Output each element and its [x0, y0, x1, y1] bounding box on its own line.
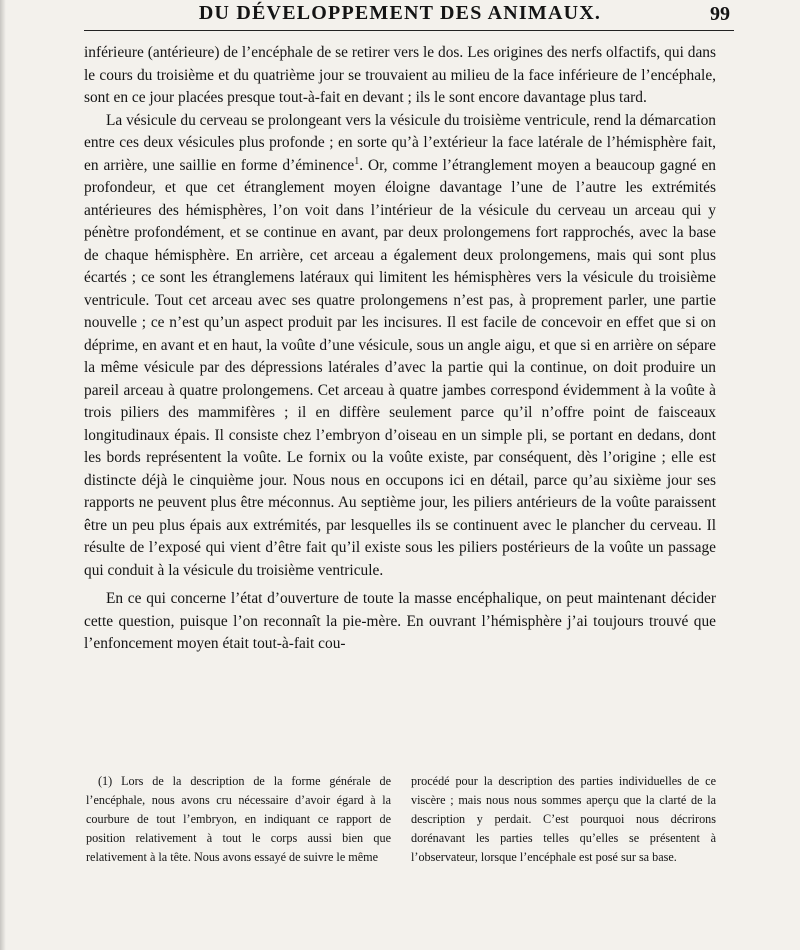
footnote-text-right: procédé pour la description des parties individuelles de ce viscère ; mais nous nous sommes aperçu que la clarté de la description y perdait. C’est pourquoi nous décrirons dorénavant les parties telles qu’elles se présentent à l’observateur, lorsque l’encéphale est posé sur sa base.	[411, 774, 716, 864]
page-edge-shadow	[0, 0, 6, 950]
footnote-text-left: (1) Lors de la description de la forme générale de l’encéphale, nous avons cru nécessaire d’avoir égard à la courbure de tout l’embryon, en indiquant ce rapport de position relativement à tout le corps aussi bien que relativement à la tête. Nous avons essayé de suivre le même	[86, 774, 391, 864]
footnote-marker: 1	[354, 155, 360, 167]
main-text	[84, 42, 716, 656]
footnote-column-right	[411, 772, 716, 867]
footnote-column-left	[86, 772, 391, 867]
paragraph-2-rest: . Or, comme l’étranglement moyen a beaucoup gagné en profondeur, et que cet étranglement moyen éloigne davantage l’une de l’autre les extrémités antérieures des hémisphères, l’on voit dans l’intérieur de la vésicule du cerveau un arceau qui y pénètre profondément, et se continue en avant, par deux prolongemens fort rapprochés, avec la base de chaque hémisphère. En arrière, cet arceau a également deux prolongemens, mais qui sont plus écartés ; ce sont les étranglemens latéraux qui limitent les hémisphères vers la vésicule du troisième ventricule. Tout cet arceau avec ses quatre prolongemens n’est pas, à proprement parler, une partie nouvelle ; ce n’est qu’un aspect produit par les incisures. Il est facile de concevoir en effet que si on déprime, en avant et en haut, la voûte d’une vésicule, sous un angle aigu, et que si en arrière on sépare la même vésicule par des dépressions latérales d’avec la partie qui la continue, on doit produire un pareil arceau à quatre prolongemens. Cet arceau à quatre jambes correspond évidemment à la voûte à trois piliers des mammifères ; il en diffère seulement parce qu’il n’offre point de faisceaux longitudinaux épais. Il consiste chez l’embryon d’oiseau en un simple pli, se portant en dedans, dont les bords représentent la voûte. Le fornix ou la voûte existe, par conséquent, dès l’origine ; elle est distincte déjà le cinquième jour. Nous nous en occupons ici en détail, parce qu’au sixième jour ses rapports ne peuvent plus être méconnus. Au septième jour, les piliers antérieurs de la voûte paraissent être un peu plus épais aux extrémités, par lesquelles ils se continuent avec le plancher du cerveau. Il résulte de l’exposé qui vient d’être fait qu’il existe sous les piliers postérieurs de la voûte un passage qui conduit à la vésicule du troisième ventricule.	[84, 156, 717, 579]
paragraph-3: En ce qui concerne l’état d’ouverture de toute la masse encéphalique, on peut maintenant décider cette question, puisque l’on reconnaît la pie-mère. En ouvrant l’hémisphère j’ai toujours trouvé que l’enfoncement moyen était tout-à-fait cou-	[84, 590, 716, 652]
paragraph-2	[84, 110, 716, 583]
running-title: DU DÉVELOPPEMENT DES ANIMAUX.	[198, 2, 602, 24]
footnotes	[86, 772, 716, 867]
page-number: 99	[710, 3, 730, 25]
header-rule	[84, 30, 734, 31]
paragraph-2-start: La vésicule du cerveau se prolongeant vers la vésicule du troisième ventricule, rend la démarcation entre ces deux vésicules plus profonde ; en sorte qu’à l’extérieur la face latérale de l’hémisphère fait, en arrière, une saillie en forme d’éminence	[84, 111, 716, 174]
paragraph-1: inférieure (antérieure) de l’encéphale de se retirer vers le dos. Les origines des nerfs olfactifs, qui dans le cours du troisième et du quatrième jour se trouvaient au milieu de la face inférieure de l’encéphale, sont en ce jour placées presque tout-à-fait en devant ; ils le sont encore davantage plus tard.	[84, 44, 716, 106]
